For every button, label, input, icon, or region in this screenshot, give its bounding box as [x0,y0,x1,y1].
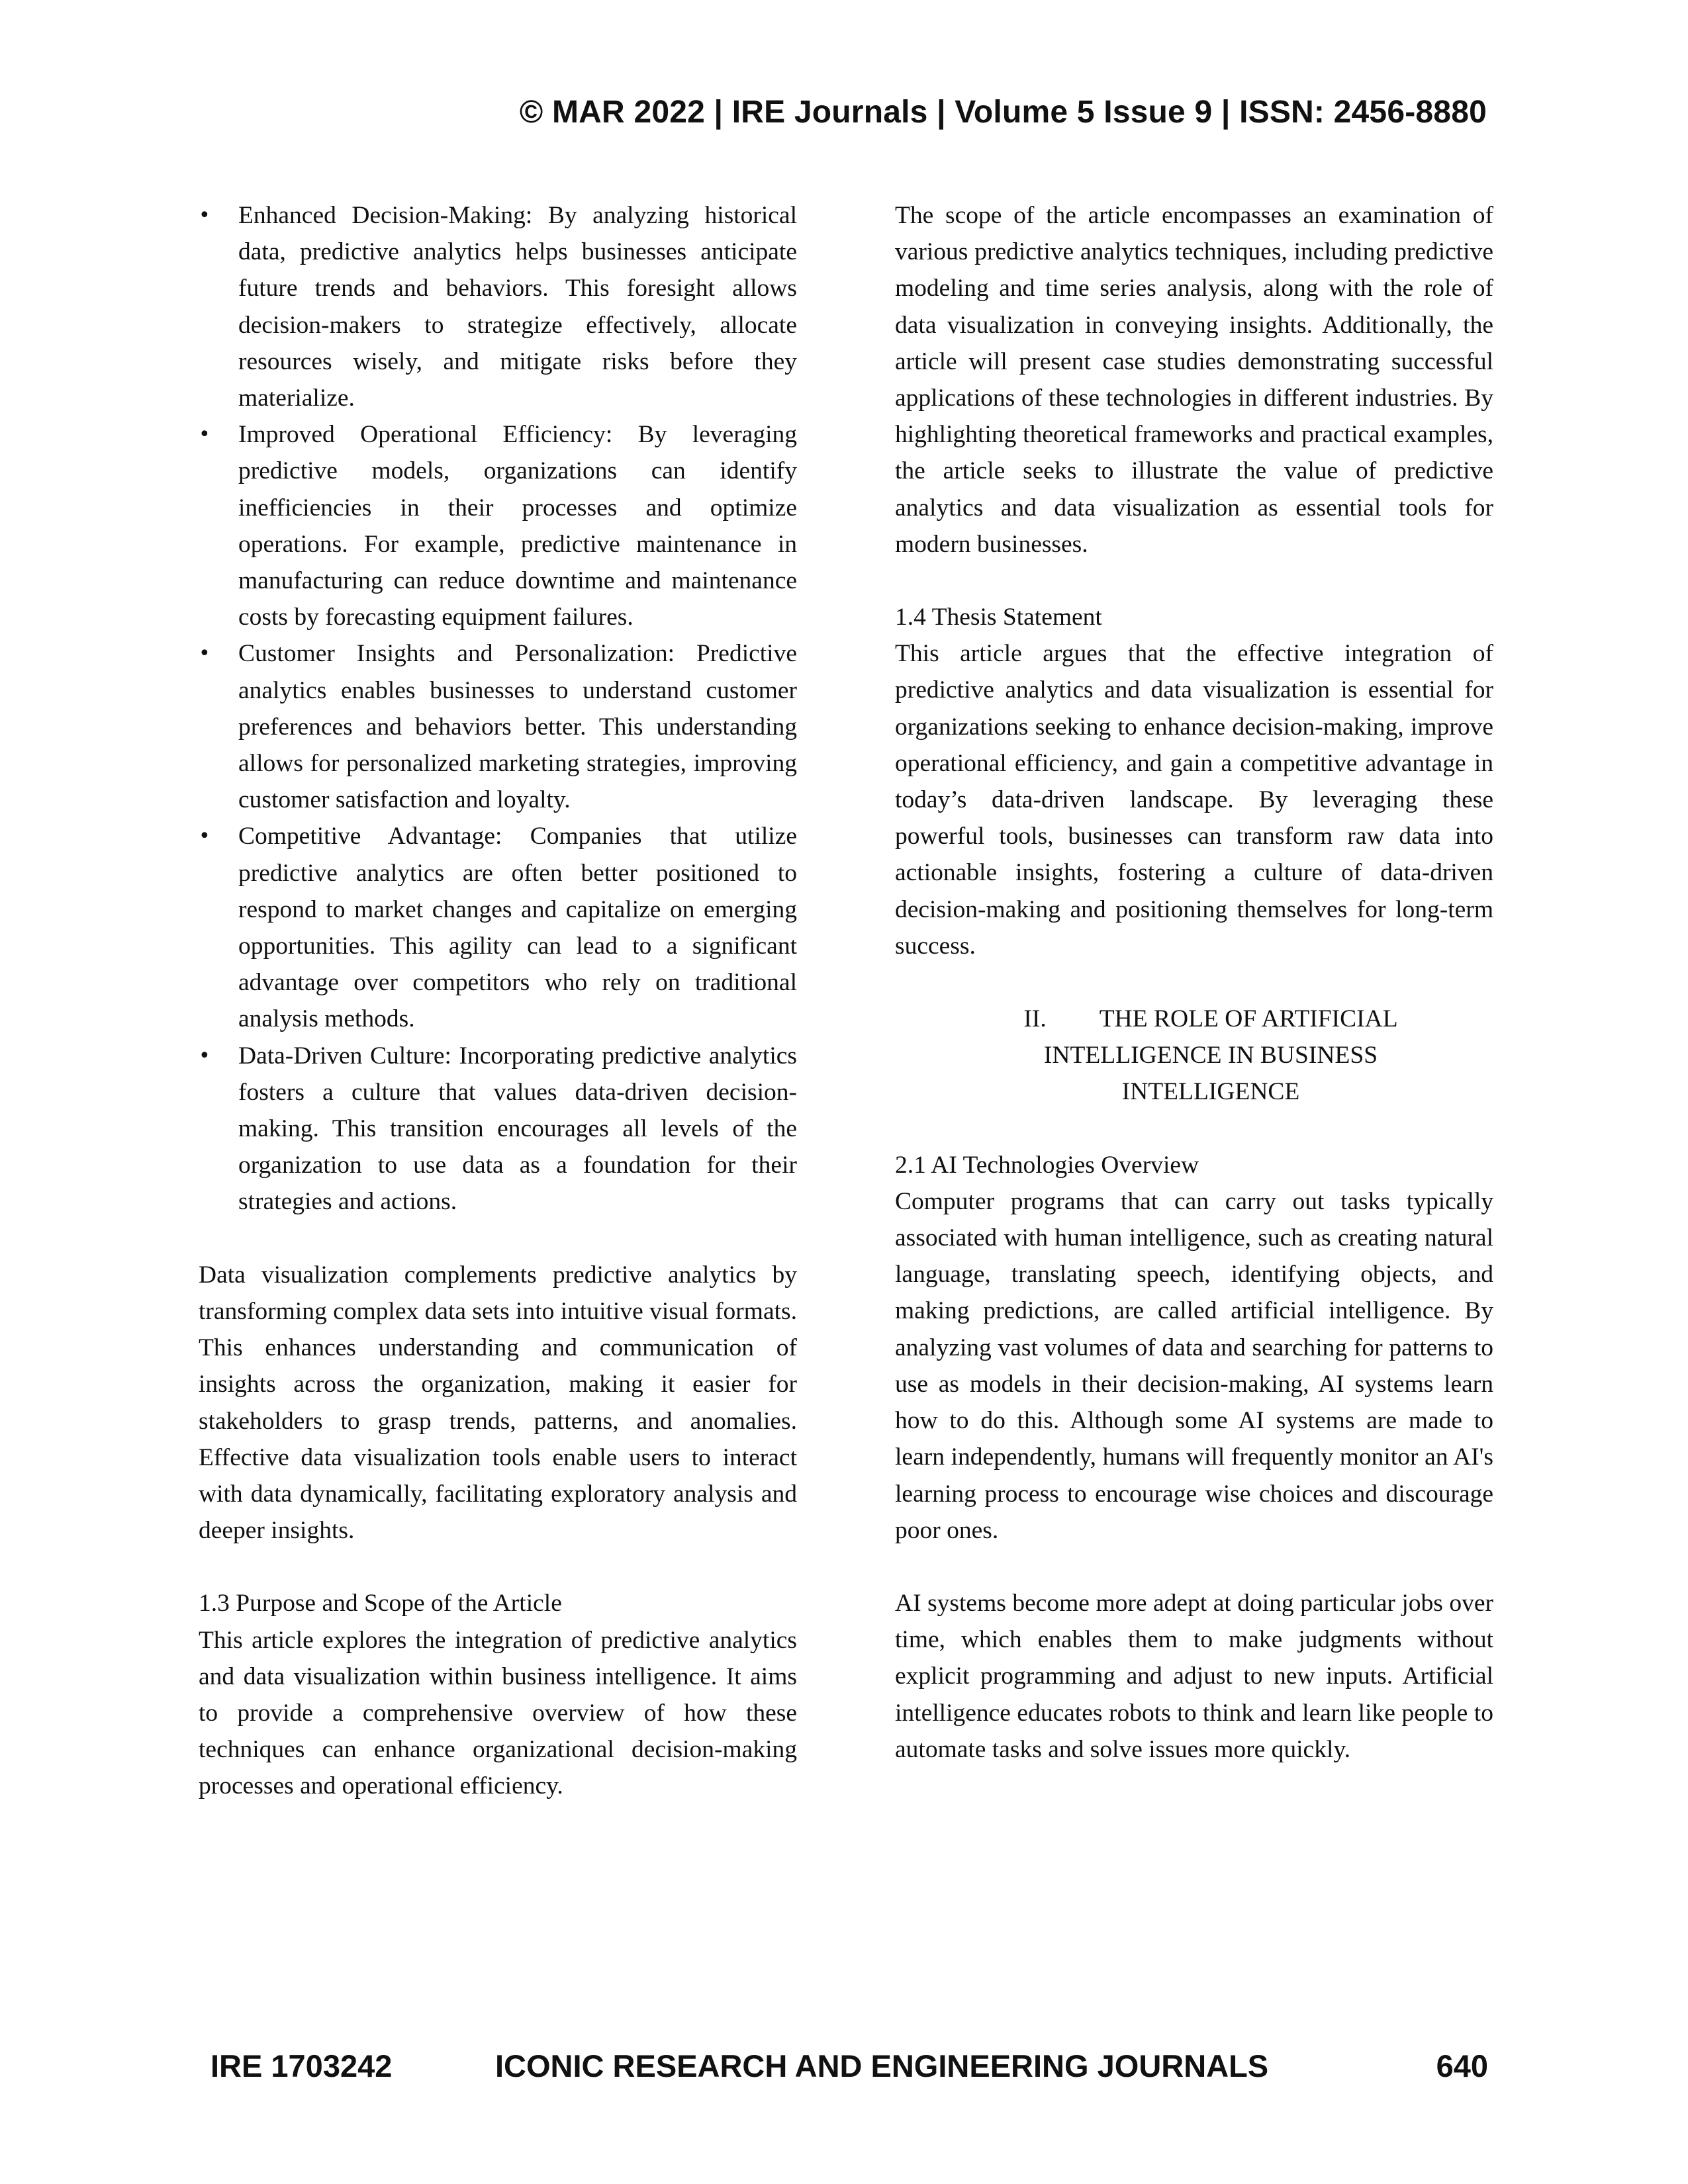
subheading-ai-overview: 2.1 AI Technologies Overview [895,1151,1199,1179]
section-title-line: INTELLIGENCE [1121,1078,1300,1106]
benefits-list [199,197,797,1220]
section-title-line: THE ROLE OF ARTIFICIAL [1099,1005,1398,1033]
visualization-paragraph: Data visualization complements predictive analytics by transforming complex data sets into intuitive visual formats. This enhances understanding and communication of insights across the organization, making it easier for stakeholders to grasp trends, patterns, and anomalies. Effective data visualization tools enable users to interact with data dynamically, facilitating exploratory analysis and deeper insights. [199,1261,797,1545]
ai-systems-paragraph: AI systems become more adept at doing particular jobs over time, which enables them to make judgments without explicit programming and adjust to new inputs. Artificial intelligence educates robots to think and learn like people to automate tasks and solve issues more quickly. [895,1589,1493,1763]
page-footer [211,2048,1488,2087]
purpose-paragraph: This article explores the integration of predictive analytics and data visualization within business intelligence. It aims to provide a comprehensive overview of how these techniques can enhance organizational decision-making processes and operational efficiency. [199,1626,797,1800]
subheading-purpose-scope: 1.3 Purpose and Scope of the Article [199,1590,562,1617]
bullet-icon: • [199,1044,211,1068]
list-item [199,818,797,1037]
scope-paragraph: The scope of the article encompasses an examination of various predictive analytics techniques, including predictive modeling and time series analysis, along with the role of data visualization in conveying insights. Additionally, the article will present case studies demonstrating successful applications of these technologies in different industries. By highlighting theoretical frameworks and practical examples, the article seeks to illustrate the value of predictive analytics and data visualization as essential tools for modern businesses. [895,202,1493,558]
bullet-icon: • [199,423,211,447]
footer-paper-id: IRE 1703242 [211,2048,393,2083]
bullet-text: Competitive Advantage: Companies that utilize predictive analytics are often better positioned to respond to market changes and capitalize on emerging opportunities. This agility can lead to a significant advantage over competitors who rely on traditional analysis methods. [238,823,797,1033]
list-item [199,197,797,416]
ai-overview-paragraph: Computer programs that can carry out tasks typically associated with human intelligence, such as creating natural language, translating speech, identifying objects, and making predictions, are called artificial intelligence. By analyzing vast volumes of data and searching for patterns to use as models in their decision-making, AI systems learn how to do this. Although some AI systems are made to learn independently, humans will frequently monitor an AI's learning process to encourage wise choices and discourage poor ones. [895,1187,1493,1544]
footer-page-number: 640 [1436,2048,1488,2083]
section-title-line: INTELLIGENCE IN BUSINESS [1043,1042,1378,1069]
footer-journal-name: ICONIC RESEARCH AND ENGINEERING JOURNALS [495,2048,1269,2083]
section-heading [895,1001,1493,1111]
bullet-text: Data-Driven Culture: Incorporating predictive analytics fosters a culture that values data-driven decision-making. This transition encourages all levels of the organization to use data as a foundation for their strategies and actions. [238,1042,797,1216]
bullet-icon: • [199,825,211,848]
thesis-paragraph: This article argues that the effective integration of predictive analytics and data visualization is essential for organizations seeking to enhance decision-making, improve operational efficiency, and gain a competitive advantage in today’s data-driven landscape. By leveraging these powerful tools, businesses can transform raw data into actionable insights, fostering a culture of data-driven decision-making and positioning themselves for long-term success. [895,640,1493,960]
bullet-icon: • [199,642,211,666]
bullet-text: Improved Operational Efficiency: By leveraging predictive models, organizations can identify inefficiencies in their processes and optimize operations. For example, predictive maintenance in manufacturing can reduce downtime and maintenance costs by forecasting equipment failures. [238,421,797,631]
list-item [199,1038,797,1220]
journal-header: © MAR 2022 | IRE Journals | Volume 5 Issue 9 | ISSN: 2456-8880 [519,95,1487,130]
bullet-icon: • [199,204,211,227]
bullet-text: Customer Insights and Personalization: Predictive analytics enables businesses to understand customer preferences and behaviors better. This understanding allows for personalized marketing strategies, improving customer satisfaction and loyalty. [238,640,797,814]
bullet-text: Enhanced Decision-Making: By analyzing historical data, predictive analytics helps businesses anticipate future trends and behaviors. This foresight allows decision-makers to strategize effectively, allocate resources wisely, and mitigate risks before they materialize. [238,202,797,412]
right-column [895,197,1493,1768]
section-number: II. [1023,1005,1047,1033]
list-item [199,416,797,635]
left-column [199,197,797,1805]
list-item [199,635,797,818]
subheading-thesis: 1.4 Thesis Statement [895,604,1102,631]
